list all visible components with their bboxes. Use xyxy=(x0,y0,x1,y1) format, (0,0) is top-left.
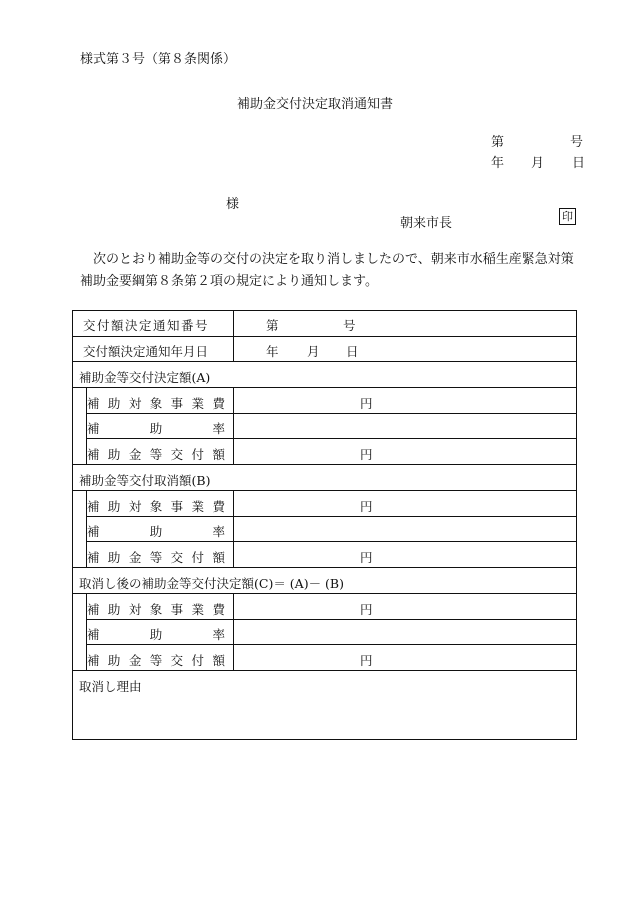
section-b-heading: 補助金等交付取消額(B) xyxy=(79,473,211,488)
yen-unit: 円 xyxy=(360,396,373,411)
seal-mark: 印 xyxy=(559,208,576,225)
label-char: 額 xyxy=(212,653,225,668)
doc-date-month: 月 xyxy=(531,156,545,171)
table-rule xyxy=(86,644,576,645)
yen-unit: 円 xyxy=(360,550,373,565)
label-char: 事 xyxy=(170,602,184,617)
label-char: 等 xyxy=(149,653,163,668)
label-char: 補 xyxy=(87,524,100,539)
label-char: 事 xyxy=(170,499,184,514)
label-char: 金 xyxy=(128,447,142,462)
label-char: 額 xyxy=(212,550,225,565)
yen-unit: 円 xyxy=(360,499,373,514)
addressee-honorific: 様 xyxy=(226,197,240,212)
section-a-heading: 補助金等交付決定額(A) xyxy=(79,370,211,385)
label-char: 補 xyxy=(87,550,100,565)
label-char: 費 xyxy=(212,602,225,617)
label-char: 助 xyxy=(107,447,121,462)
row-subsidy-rate-c xyxy=(87,625,225,643)
doc-number-prefix: 第 xyxy=(491,135,505,150)
notice-date-year: 年 xyxy=(266,344,279,359)
yen-unit: 円 xyxy=(360,602,373,617)
yen-unit: 円 xyxy=(360,653,373,668)
label-char: 補 xyxy=(87,653,100,668)
table-rule xyxy=(73,361,576,362)
label-char: 象 xyxy=(149,396,163,411)
table-rule xyxy=(233,311,234,361)
label-char: 付 xyxy=(191,653,205,668)
label-char: 金 xyxy=(128,653,142,668)
row-grant-amount-c xyxy=(87,651,225,669)
reason-label: 取消し理由 xyxy=(79,679,142,694)
issuer-name: 朝来市長 xyxy=(400,216,453,231)
table-rule xyxy=(86,516,576,517)
label-char: 対 xyxy=(128,602,142,617)
label-char: 業 xyxy=(191,499,205,514)
label-char: 率 xyxy=(212,627,225,642)
label-char: 象 xyxy=(149,602,163,617)
row-subsidy-rate-a xyxy=(87,419,225,437)
label-char: 等 xyxy=(149,447,163,462)
document-title: 補助金交付決定取消通知書 xyxy=(236,97,393,112)
label-char: 金 xyxy=(128,550,142,565)
row-project-cost-a xyxy=(87,394,225,412)
label-char: 助 xyxy=(107,550,121,565)
row-project-cost-b xyxy=(87,497,225,515)
table-rule xyxy=(233,593,234,670)
section-c-heading: 取消し後の補助金等交付決定額(C)＝ (A)－ (B) xyxy=(79,576,344,591)
table-rule xyxy=(233,490,234,567)
table-rule xyxy=(73,490,576,491)
table-rule xyxy=(73,567,576,568)
label-char: 助 xyxy=(149,421,163,436)
label-char: 費 xyxy=(212,499,225,514)
body-text: 次のとおり補助金等の交付の決定を取り消しましたので、朝来市水稲生産緊急対策補助金要綱第８条第２項の規定により通知します。 xyxy=(80,252,574,289)
table-rule xyxy=(86,438,576,439)
label-char: 対 xyxy=(128,396,142,411)
label-char: 額 xyxy=(212,447,225,462)
label-char: 補 xyxy=(87,499,100,514)
notice-table xyxy=(72,310,577,740)
label-char: 補 xyxy=(87,627,100,642)
label-char: 交 xyxy=(170,447,184,462)
table-rule xyxy=(233,387,234,464)
label-char: 補 xyxy=(87,447,100,462)
table-rule xyxy=(73,387,576,388)
notice-number-suffix: 号 xyxy=(343,318,356,333)
label-char: 業 xyxy=(191,602,205,617)
label-char: 対 xyxy=(128,499,142,514)
table-rule xyxy=(86,619,576,620)
notice-number-prefix: 第 xyxy=(266,318,279,333)
label-char: 象 xyxy=(149,499,163,514)
label-char: 付 xyxy=(191,447,205,462)
label-char: 費 xyxy=(212,396,225,411)
table-rule xyxy=(73,464,576,465)
table-rule xyxy=(73,593,576,594)
yen-unit: 円 xyxy=(360,447,373,462)
label-char: 助 xyxy=(107,396,121,411)
table-rule xyxy=(73,670,576,671)
notice-date-day: 日 xyxy=(346,344,359,359)
notice-date-month: 月 xyxy=(307,344,320,359)
row-grant-amount-b xyxy=(87,548,225,566)
label-char: 助 xyxy=(107,653,121,668)
notice-date-label: 交付額決定通知年月日 xyxy=(83,344,209,359)
label-char: 補 xyxy=(87,396,100,411)
label-char: 付 xyxy=(191,550,205,565)
row-subsidy-rate-b xyxy=(87,522,225,540)
notice-number-label: 交付額決定通知番号 xyxy=(83,318,210,333)
label-char: 業 xyxy=(191,396,205,411)
label-char: 率 xyxy=(212,524,225,539)
label-char: 交 xyxy=(170,550,184,565)
doc-number-suffix: 号 xyxy=(570,135,584,150)
table-rule xyxy=(86,541,576,542)
label-char: 事 xyxy=(170,396,184,411)
label-char: 等 xyxy=(149,550,163,565)
table-rule xyxy=(73,336,576,337)
row-project-cost-c xyxy=(87,600,225,618)
label-char: 補 xyxy=(87,421,100,436)
table-rule xyxy=(86,413,576,414)
label-char: 助 xyxy=(107,499,121,514)
form-number: 様式第３号（第８条関係） xyxy=(80,52,237,67)
label-char: 助 xyxy=(149,627,163,642)
label-char: 交 xyxy=(170,653,184,668)
label-char: 率 xyxy=(212,421,225,436)
label-char: 補 xyxy=(87,602,100,617)
label-char: 助 xyxy=(149,524,163,539)
label-char: 助 xyxy=(107,602,121,617)
doc-date-year: 年 xyxy=(491,156,505,171)
row-grant-amount-a xyxy=(87,445,225,463)
doc-date-day: 日 xyxy=(572,156,586,171)
